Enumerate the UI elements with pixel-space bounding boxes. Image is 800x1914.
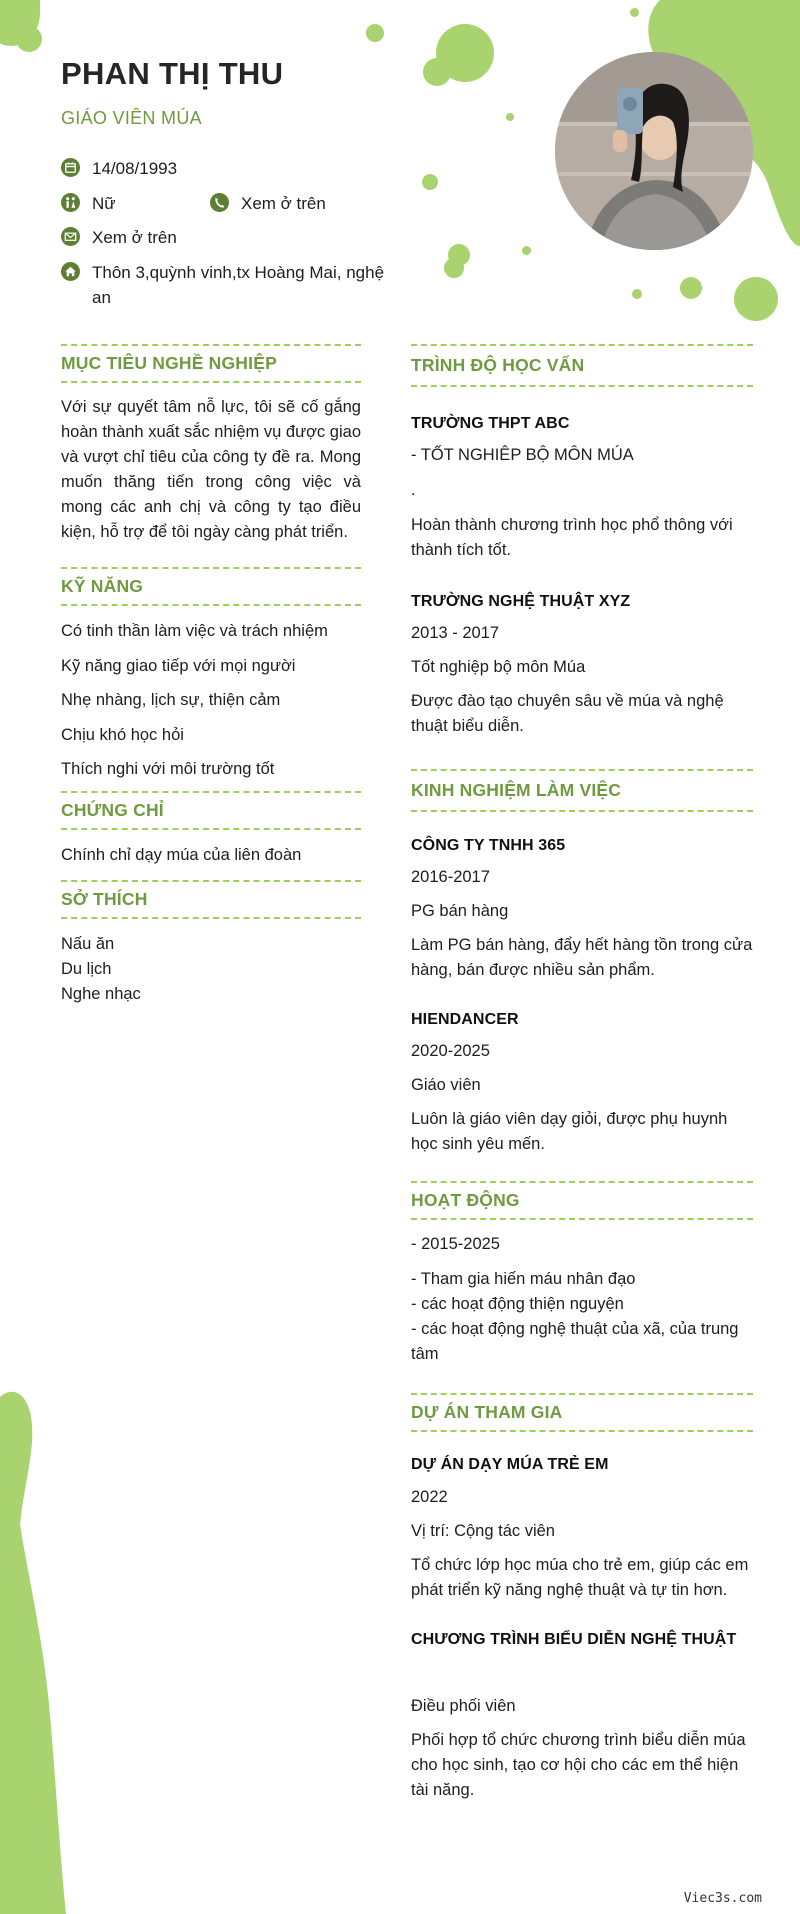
calendar-icon [61, 158, 80, 177]
deco-dot [444, 258, 464, 278]
project-year [411, 1660, 753, 1685]
left-column [61, 344, 361, 1007]
address-text: Thôn 3,quỳnh vinh,tx Hoàng Mai, nghệ an [92, 263, 385, 307]
education-desc: Được đào tạo chuyên sâu về múa và nghệ thuật biểu diễn. [411, 692, 724, 735]
skill-item: Thích nghi với môi trường tốt [61, 760, 275, 778]
email-icon [61, 227, 80, 246]
footer-watermark: Viec3s.com [683, 1891, 762, 1906]
experience-desc: Làm PG bán hàng, đẩy hết hàng tồn trong cửa hàng, bán được nhiều sản phẩm. [411, 936, 753, 979]
education-desc: Hoàn thành chương trình học phổ thông với thành tích tốt. [411, 516, 733, 559]
project-role: Vị trí: Cộng tác viên [411, 1522, 555, 1540]
experience-period: 2016-2017 [411, 868, 490, 886]
education-line: 2013 - 2017 [411, 624, 500, 642]
school-name: TRƯỜNG NGHỆ THUẬT XYZ [411, 593, 631, 610]
education-line: - TỐT NGHIÊP BỘ MÔN MÚA [411, 446, 634, 464]
experience-role: Giáo viên [411, 1076, 481, 1094]
hobbies-heading: SỞ THÍCH [61, 880, 361, 919]
objective-heading: MỤC TIÊU NGHỀ NGHIỆP [61, 344, 361, 383]
activities-list [411, 1267, 753, 1367]
address-row [61, 260, 391, 310]
skill-item: Có tinh thần làm việc và trách nhiệm [61, 622, 328, 640]
deco-dot [522, 246, 531, 255]
certificates-heading: CHỨNG CHỈ [61, 791, 361, 830]
project-name: CHƯƠNG TRÌNH BIỂU DIỄN NGHỆ THUẬT [411, 1631, 737, 1648]
experience-heading: KINH NGHIỆM LÀM VIỆC [411, 769, 753, 812]
deco-dot [632, 289, 642, 299]
skill-item: Nhẹ nhàng, lịch sự, thiện cảm [61, 691, 281, 709]
objective-text: Với sự quyết tâm nỗ lực, tôi sẽ cố gắng hoàn thành xuất sắc nhiệm vụ được giao và vượt chỉ tiêu của công ty đề ra. Mong muốn thăng tiến trong công việc và mong các anh chị và công ty tạo điều kiện, hỗ trợ để tôi ngày càng phát triển. [61, 398, 361, 541]
experience-desc: Luôn là giáo viên dạy giỏi, được phụ huynh học sinh yêu mến. [411, 1110, 728, 1153]
experience-entry [411, 837, 753, 983]
hobby-item: Du lịch [61, 960, 112, 978]
deco-dot [423, 58, 451, 86]
education-entry [411, 415, 753, 563]
candidate-name: PHAN THỊ THU [61, 56, 284, 91]
phone-text: Xem ở trên [241, 194, 326, 213]
gender-row [61, 191, 116, 216]
birthday-row [61, 156, 177, 181]
phone-row [210, 191, 326, 216]
home-icon [61, 262, 80, 281]
deco-dot [506, 113, 514, 121]
deco-dot [680, 277, 702, 299]
activity-item: - các hoạt động thiện nguyện [411, 1295, 624, 1313]
company-name: HIENDANCER [411, 1011, 519, 1028]
skills-list [61, 619, 361, 782]
deco-dot [630, 8, 639, 17]
project-desc: Phối hợp tổ chức chương trình biểu diễn múa cho học sinh, tạo cơ hội cho các em thể hiện tài năng. [411, 1731, 746, 1799]
experience-role: PG bán hàng [411, 902, 509, 920]
certificate-item: Chính chỉ dạy múa của liên đoàn [61, 846, 302, 864]
projects-heading: DỰ ÁN THAM GIA [411, 1393, 753, 1432]
company-name: CÔNG TY TNHH 365 [411, 837, 566, 854]
activity-item: - các hoạt động nghệ thuật của xã, của trung tâm [411, 1320, 739, 1363]
gender-icon [61, 193, 80, 212]
email-row [61, 225, 177, 250]
deco-dot [366, 24, 384, 42]
skill-item: Kỹ năng giao tiếp với mọi người [61, 656, 296, 675]
project-role: Điều phối viên [411, 1697, 516, 1715]
hobby-item: Nghe nhạc [61, 985, 141, 1003]
school-name: TRƯỜNG THPT ABC [411, 415, 570, 432]
experience-period: 2020-2025 [411, 1042, 490, 1060]
gender-text: Nữ [92, 194, 116, 213]
activity-item: - Tham gia hiến máu nhân đạo [411, 1270, 636, 1288]
project-year: 2022 [411, 1488, 448, 1506]
education-entry [411, 593, 753, 739]
project-entry [411, 1631, 753, 1803]
education-heading: TRÌNH ĐỘ HỌC VẤN [411, 344, 753, 387]
email-text: Xem ở trên [92, 228, 177, 247]
activities-period: - 2015-2025 [411, 1235, 500, 1253]
deco-dot [422, 174, 438, 190]
project-name: DỰ ÁN DẠY MÚA TRẺ EM [411, 1456, 609, 1473]
project-desc: Tổ chức lớp học múa cho trẻ em, giúp các em phát triển kỹ năng nghệ thuật và tự tin hơn. [411, 1556, 749, 1599]
experience-entry [411, 1011, 753, 1157]
skills-heading: KỸ NĂNG [61, 567, 361, 606]
hobbies-list [61, 932, 361, 1007]
skill-item: Chịu khó học hỏi [61, 725, 184, 744]
deco-dot [734, 277, 778, 321]
deco-dot [16, 26, 42, 52]
education-line: Tốt nghiệp bộ môn Múa [411, 658, 586, 676]
activities-heading: HOẠT ĐỘNG [411, 1181, 753, 1220]
phone-icon [210, 193, 229, 212]
deco-blob-left [0, 1385, 70, 1914]
education-line: . [411, 481, 416, 499]
project-entry [411, 1456, 753, 1603]
avatar [555, 52, 753, 250]
job-title: GIÁO VIÊN MÚA [61, 108, 202, 128]
right-column [411, 344, 753, 1803]
hobby-item: Nấu ăn [61, 935, 115, 953]
birthday-text: 14/08/1993 [92, 159, 178, 178]
